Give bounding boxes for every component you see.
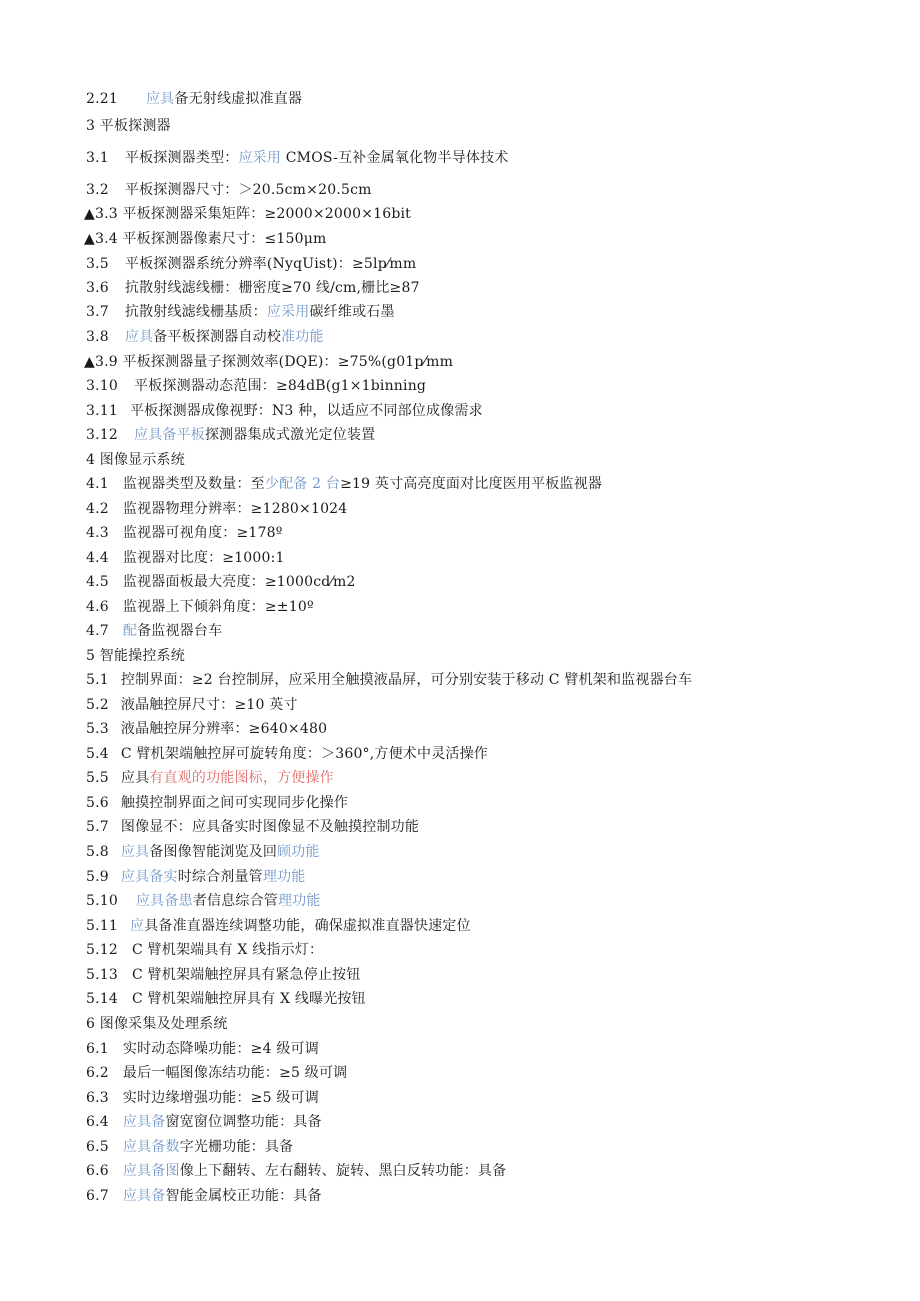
item-number: 6.4 — [86, 1114, 109, 1130]
item-number: 4.7 — [86, 623, 109, 639]
spec-line — [86, 376, 426, 396]
item-number: 3.2 — [86, 182, 109, 198]
item-number: 5.14 — [86, 991, 118, 1007]
line-text: 监视器类型及数量：至 — [122, 476, 265, 492]
item-number: 4.4 — [86, 550, 109, 566]
item-number: 3.12 — [86, 427, 118, 443]
spec-line — [86, 940, 323, 960]
highlighted-text: 应具备 — [122, 1188, 166, 1204]
spec-line — [86, 401, 483, 421]
spec-line — [86, 474, 602, 494]
line-text: 最后一幅图像冻结功能：≥5 级可调 — [122, 1065, 348, 1081]
spec-line — [86, 548, 285, 568]
line-text: ▲3.3 平板探测器采集矩阵：≥2000×2000×16bit — [84, 206, 412, 222]
highlighted-text: 应采用 — [266, 304, 310, 320]
item-number: 3.1 — [86, 150, 109, 166]
line-text: 控制界面：≥2 台控制屏，应采用全触摸液晶屏，可分别安装于移动 C 臂机架和监视器台车 — [120, 672, 693, 688]
line-text: 触摸控制界面之间可实现同步化操作 — [120, 795, 349, 811]
item-number: 5.8 — [86, 844, 109, 860]
line-text: ▲3.9 平板探测器量子探测效率(DQE)：≥75%(g01p⁄mm — [84, 354, 454, 370]
spec-line — [86, 278, 420, 298]
item-number: 3.11 — [86, 403, 118, 419]
item-number: 5.11 — [86, 918, 118, 934]
highlighted-text: 配 — [122, 623, 138, 639]
spec-line — [86, 1186, 322, 1206]
highlighted-text: 应具 — [124, 329, 154, 345]
line-text: 探测器集成式激光定位装置 — [204, 427, 376, 443]
line-text: 液晶触控屏尺寸：≥10 英寸 — [120, 697, 298, 713]
item-number: 6.1 — [86, 1041, 109, 1057]
spec-line — [86, 180, 372, 200]
item-number: 4.2 — [86, 501, 109, 517]
line-text: 平板探测器动态范围：≥84dB(g1×1binning — [133, 378, 427, 394]
item-number: 5.9 — [86, 869, 109, 885]
spec-line — [86, 499, 347, 519]
item-number: 4.1 — [86, 476, 109, 492]
line-text: 时综合剂量管 — [177, 869, 263, 885]
line-text: 平板探测器成像视野：N3 种，以适应不同部位成像需求 — [129, 403, 483, 419]
item-number: 4.3 — [86, 525, 109, 541]
highlighted-text: 应具备图 — [122, 1163, 180, 1179]
line-text: 监视器可视角度：≥178º — [122, 525, 283, 541]
spec-line — [86, 916, 471, 936]
highlighted-text: 应具备患 — [135, 893, 193, 909]
highlighted-text: 有直观的功能图标，方便操作 — [149, 770, 334, 786]
line-text: 字光栅功能：具备 — [179, 1139, 294, 1155]
spec-line — [86, 695, 298, 715]
line-text: 平板探测器类型： — [124, 150, 239, 166]
highlighted-text: 应具备数 — [122, 1139, 180, 1155]
spec-line — [84, 352, 453, 372]
section-heading — [86, 1014, 228, 1034]
line-text: 4 图像显示系统 — [86, 452, 185, 468]
line-text: 平板探测器系统分辨率(NyqUist)：≥5lp⁄mm — [124, 256, 417, 272]
spec-line — [86, 744, 488, 764]
item-number: 6.2 — [86, 1065, 109, 1081]
spec-line — [86, 425, 375, 445]
line-text: 图像显不：应具备实时图像显不及触摸控制功能 — [120, 819, 420, 835]
line-text: C 臂机架端触控屏具有紧急停止按钮 — [131, 967, 361, 983]
item-number: 5.4 — [86, 746, 109, 762]
section-heading — [86, 450, 185, 470]
line-text: 碳纤维或石墨 — [309, 304, 395, 320]
spec-line — [86, 302, 395, 322]
line-text: 监视器物理分辨率：≥1280×1024 — [122, 501, 348, 517]
line-text: C 臂机架端触控屏可旋转角度：＞360°,方便术中灵活操作 — [120, 746, 489, 762]
item-number: 5.6 — [86, 795, 109, 811]
line-text: ≥19 英寸高亮度面对比度医用平板监视器 — [340, 476, 603, 492]
line-text: CMOS-互补金属氧化物半导体技术 — [281, 150, 509, 166]
line-text: 具备准直器连续调整功能，确保虚拟准直器快速定位 — [144, 918, 471, 934]
line-text: 5 智能操控系统 — [86, 648, 185, 664]
highlighted-text: 顾功能 — [277, 844, 320, 860]
spec-line — [86, 842, 320, 862]
highlighted-text: 准功能 — [281, 329, 324, 345]
highlighted-text: 理功能 — [262, 869, 306, 885]
item-number: 6.7 — [86, 1188, 109, 1204]
line-text: 6 图像采集及处理系统 — [86, 1016, 228, 1032]
item-number: 3.7 — [86, 304, 109, 320]
item-number: 4.5 — [86, 574, 109, 590]
spec-line — [86, 817, 419, 837]
highlighted-text: 少配备 2 台 — [264, 476, 341, 492]
item-number: 3.5 — [86, 256, 109, 272]
spec-line — [86, 148, 509, 168]
spec-line — [86, 891, 321, 911]
item-number: 5.10 — [86, 893, 118, 909]
spec-line — [86, 523, 283, 543]
spec-line — [86, 867, 306, 887]
line-text: 监视器面板最大亮度：≥1000cd⁄m2 — [122, 574, 356, 590]
highlighted-text: 应具备平板 — [133, 427, 205, 443]
line-text: 抗散射线滤线栅：栅密度≥70 线/cm,栅比≥87 — [124, 280, 420, 296]
item-number: 5.7 — [86, 819, 109, 835]
line-text: 像上下翻转、左右翻转、旋转、黑白反转功能：具备 — [179, 1163, 507, 1179]
line-text: 实时动态降噪功能：≥4 级可调 — [122, 1041, 319, 1057]
line-text: 备无射线虚拟准直器 — [174, 91, 303, 107]
spec-line — [86, 89, 302, 109]
spec-line — [86, 768, 334, 788]
item-number: 5.3 — [86, 721, 109, 737]
line-text: 液晶触控屏分辨率：≥640×480 — [120, 721, 328, 737]
highlighted-text: 应具 — [120, 844, 150, 860]
item-number: 5.12 — [86, 942, 118, 958]
section-heading — [86, 646, 185, 666]
item-number: 6.5 — [86, 1139, 109, 1155]
line-text: 者信息综合管 — [192, 893, 278, 909]
spec-line — [86, 793, 348, 813]
line-text: 3 平板探测器 — [86, 118, 171, 134]
line-text: 备监视器台车 — [137, 623, 223, 639]
line-text: ▲3.4 平板探测器像素尺寸：≤150μm — [84, 231, 327, 247]
line-text: 平板探测器尺寸：＞20.5cm×20.5cm — [124, 182, 372, 198]
spec-line — [86, 719, 327, 739]
highlighted-text: 应具 — [145, 91, 175, 107]
item-number: 3.8 — [86, 329, 109, 345]
section-heading — [86, 116, 171, 136]
item-number: 4.6 — [86, 599, 109, 615]
spec-line — [86, 1161, 506, 1181]
spec-line — [86, 1112, 322, 1132]
item-number: 2.21 — [86, 91, 118, 107]
highlighted-text: 理功能 — [278, 893, 321, 909]
spec-line — [86, 1137, 293, 1157]
highlighted-text: 应具备 — [122, 1114, 166, 1130]
spec-line — [86, 989, 366, 1009]
item-number: 3.10 — [86, 378, 118, 394]
item-number: 5.1 — [86, 672, 109, 688]
spec-line — [86, 1088, 319, 1108]
highlighted-text: 应采用 — [238, 150, 282, 166]
item-number: 5.2 — [86, 697, 109, 713]
spec-line — [86, 965, 361, 985]
line-text: 监视器上下倾斜角度：≥±10º — [122, 599, 314, 615]
highlighted-text: 应 — [129, 918, 145, 934]
spec-line — [86, 621, 222, 641]
line-text: 监视器对比度：≥1000:1 — [122, 550, 285, 566]
spec-line — [86, 670, 692, 690]
spec-line — [86, 597, 314, 617]
spec-line — [84, 229, 327, 249]
spec-line — [86, 1039, 319, 1059]
spec-line — [86, 327, 324, 347]
item-number: 5.5 — [86, 770, 109, 786]
line-text: 应具 — [120, 770, 150, 786]
line-text: 抗散射线滤线栅基质： — [124, 304, 267, 320]
line-text: 备图像智能浏览及回 — [149, 844, 278, 860]
highlighted-text: 应具备实 — [120, 869, 178, 885]
line-text: 智能金属校正功能：具备 — [165, 1188, 322, 1204]
item-number: 6.3 — [86, 1090, 109, 1106]
item-number: 5.13 — [86, 967, 118, 983]
spec-line — [86, 572, 356, 592]
spec-line — [86, 1063, 347, 1083]
line-text: 备平板探测器自动校 — [153, 329, 282, 345]
item-number: 3.6 — [86, 280, 109, 296]
line-text: C 臂机架端触控屏具有 X 线曝光按钮 — [131, 991, 366, 1007]
spec-line — [84, 204, 411, 224]
item-number: 6.6 — [86, 1163, 109, 1179]
spec-line — [86, 254, 416, 274]
line-text: 实时边缘增强功能：≥5 级可调 — [122, 1090, 319, 1106]
line-text: C 臂机架端具有 X 线指示灯： — [131, 942, 324, 958]
line-text: 窗宽窗位调整功能：具备 — [165, 1114, 322, 1130]
